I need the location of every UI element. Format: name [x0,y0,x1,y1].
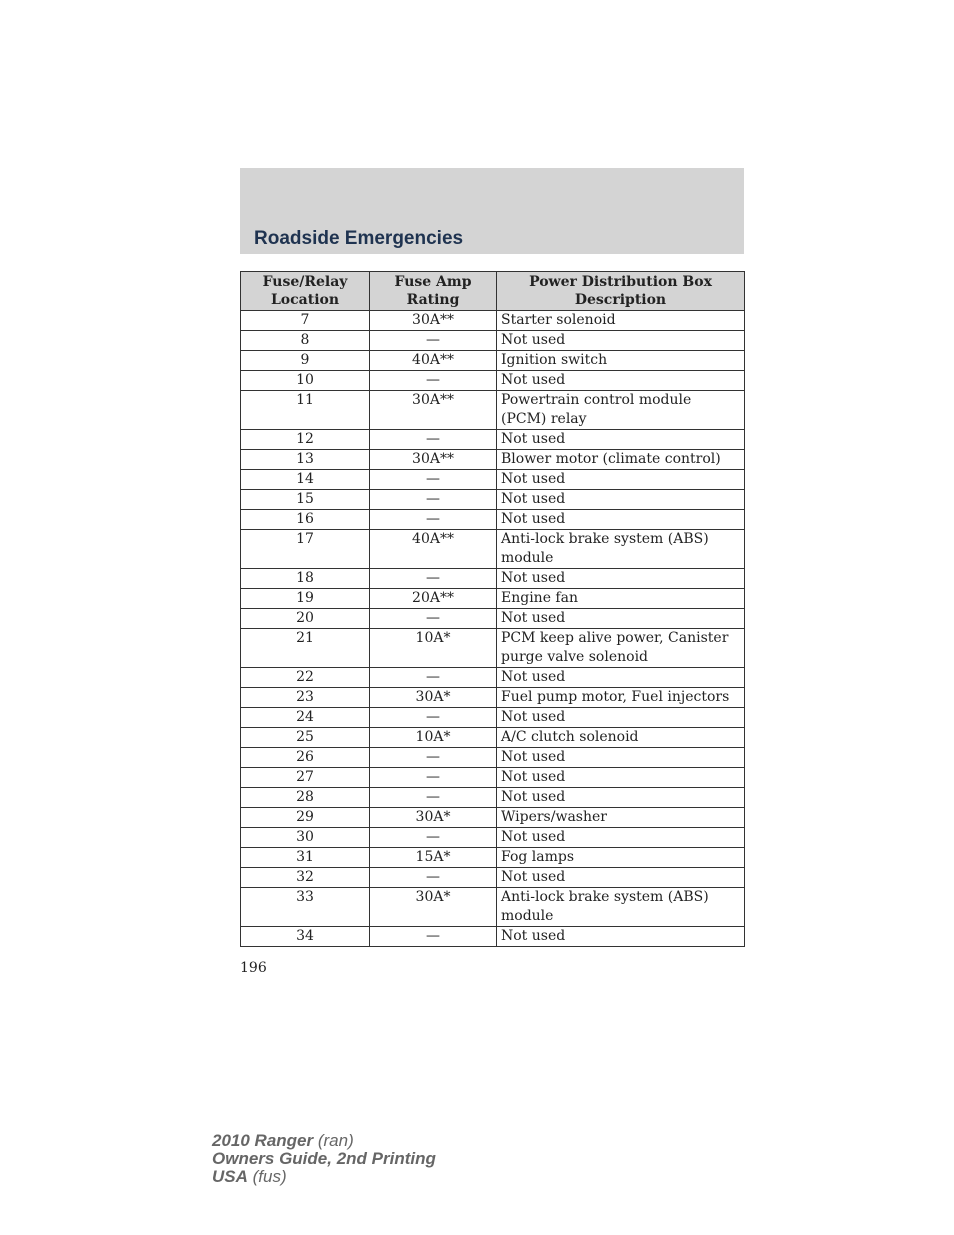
cell-description: Fog lamps [497,848,745,868]
cell-location: 29 [241,808,370,828]
cell-location: 7 [241,311,370,331]
table-row [241,589,745,609]
cell-rating: — [370,927,497,947]
cell-location: 28 [241,788,370,808]
table-row [241,629,745,668]
cell-location: 22 [241,668,370,688]
cell-description: Not used [497,430,745,450]
cell-location: 23 [241,688,370,708]
cell-location: 10 [241,371,370,391]
cell-location: 27 [241,768,370,788]
cell-description: Not used [497,609,745,629]
cell-description: Anti-lock brake system (ABS) module [497,530,745,569]
cell-rating: — [370,768,497,788]
footer-model-code: (ran) [317,1131,354,1150]
cell-location: 21 [241,629,370,668]
table-row [241,470,745,490]
table-row [241,530,745,569]
cell-rating: 20A** [370,589,497,609]
cell-location: 13 [241,450,370,470]
table-row [241,808,745,828]
cell-description: Not used [497,768,745,788]
table-row [241,609,745,629]
cell-location: 24 [241,708,370,728]
table-row [241,450,745,470]
table-row [241,311,745,331]
cell-location: 12 [241,430,370,450]
cell-description: Not used [497,331,745,351]
cell-location: 15 [241,490,370,510]
cell-description: A/C clutch solenoid [497,728,745,748]
footer-model: 2010 Ranger [212,1131,314,1150]
table-row [241,569,745,589]
table-row [241,351,745,371]
column-header-location: Fuse/Relay Location [241,272,370,311]
section-title: Roadside Emergencies [254,228,464,249]
cell-description: Not used [497,668,745,688]
cell-rating: — [370,708,497,728]
cell-location: 8 [241,331,370,351]
table-row [241,828,745,848]
cell-location: 19 [241,589,370,609]
cell-description: Not used [497,510,745,530]
cell-location: 25 [241,728,370,748]
cell-description: Anti-lock brake system (ABS) module [497,888,745,927]
cell-rating: 30A** [370,391,497,430]
cell-rating: 30A* [370,888,497,927]
footer-market-code: (fus) [252,1167,287,1186]
document-footer [212,1132,436,1186]
cell-location: 31 [241,848,370,868]
cell-rating: — [370,748,497,768]
cell-rating: 40A** [370,351,497,371]
table-row [241,371,745,391]
table-row [241,430,745,450]
cell-description: PCM keep alive power, Canister purge valve solenoid [497,629,745,668]
cell-description: Not used [497,708,745,728]
footer-market: USA [212,1167,248,1186]
cell-location: 26 [241,748,370,768]
cell-rating: 10A* [370,629,497,668]
table-row [241,728,745,748]
table-row [241,868,745,888]
column-header-description: Power Distribution Box Description [497,272,745,311]
cell-rating: — [370,490,497,510]
cell-location: 17 [241,530,370,569]
table-row [241,668,745,688]
cell-rating: — [370,331,497,351]
cell-description: Not used [497,490,745,510]
table-body [241,311,745,947]
cell-description: Fuel pump motor, Fuel injectors [497,688,745,708]
cell-location: 32 [241,868,370,888]
cell-description: Powertrain control module (PCM) relay [497,391,745,430]
cell-description: Not used [497,927,745,947]
cell-location: 20 [241,609,370,629]
page-number: 196 [240,960,267,976]
cell-rating: 30A* [370,688,497,708]
cell-rating: — [370,868,497,888]
cell-rating: 10A* [370,728,497,748]
cell-rating: — [370,788,497,808]
cell-location: 18 [241,569,370,589]
cell-rating: 40A** [370,530,497,569]
cell-description: Not used [497,748,745,768]
cell-rating: — [370,668,497,688]
table-row [241,331,745,351]
cell-description: Not used [497,371,745,391]
cell-location: 11 [241,391,370,430]
cell-rating: — [370,828,497,848]
table-row [241,888,745,927]
table-row [241,748,745,768]
table-row [241,788,745,808]
cell-description: Not used [497,788,745,808]
cell-description: Blower motor (climate control) [497,450,745,470]
table-row [241,768,745,788]
cell-rating: 15A* [370,848,497,868]
cell-location: 33 [241,888,370,927]
cell-description: Wipers/washer [497,808,745,828]
cell-rating: 30A* [370,808,497,828]
cell-description: Starter solenoid [497,311,745,331]
table-row [241,391,745,430]
table-row [241,510,745,530]
table-row [241,927,745,947]
section-header-band [240,168,744,254]
cell-description: Not used [497,470,745,490]
cell-location: 30 [241,828,370,848]
cell-description: Not used [497,828,745,848]
fuse-table [240,271,745,947]
cell-description: Not used [497,868,745,888]
cell-rating: — [370,569,497,589]
cell-location: 14 [241,470,370,490]
table-row [241,708,745,728]
cell-rating: — [370,430,497,450]
cell-rating: — [370,510,497,530]
table-header-row [241,272,745,311]
table-row [241,848,745,868]
cell-rating: 30A** [370,311,497,331]
cell-description: Not used [497,569,745,589]
table-row [241,688,745,708]
column-header-rating: Fuse Amp Rating [370,272,497,311]
cell-location: 9 [241,351,370,371]
cell-rating: — [370,609,497,629]
cell-description: Ignition switch [497,351,745,371]
footer-edition: Owners Guide, 2nd Printing [212,1149,436,1168]
cell-description: Engine fan [497,589,745,609]
table-row [241,490,745,510]
cell-rating: 30A** [370,450,497,470]
cell-location: 16 [241,510,370,530]
cell-rating: — [370,371,497,391]
cell-rating: — [370,470,497,490]
cell-location: 34 [241,927,370,947]
